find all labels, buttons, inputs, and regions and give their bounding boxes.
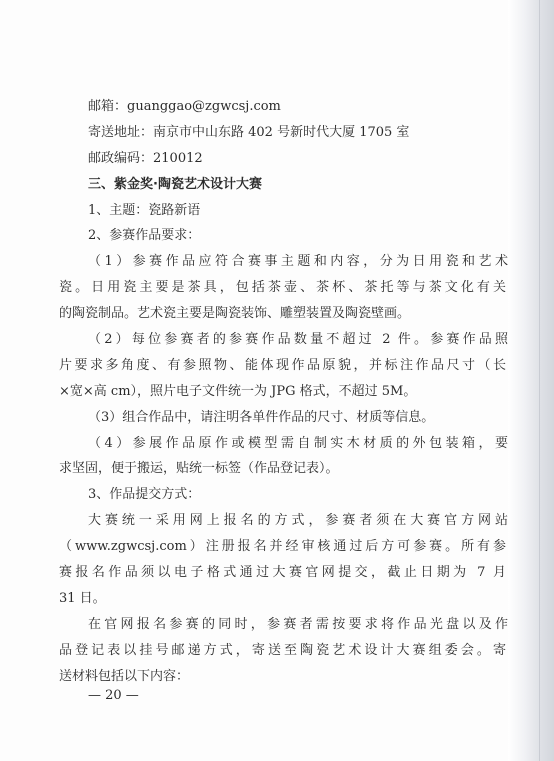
submission-1-line-2: （www.zgwcsj.com）注册报名并经审核通过后方可参赛。所有参	[59, 539, 506, 555]
section-heading: 三、紫金奖·陶瓷艺术设计大赛	[88, 176, 262, 192]
submission-1-line-3: 赛报名作品须以电子格式通过大赛官网提交，截止日期为 7 月	[59, 565, 506, 581]
submission-1-line-1: 大赛统一采用网上报名的方式，参赛者须在大赛官方网站	[88, 513, 508, 529]
requirement-2-line-1: （2）每位参赛者的参赛作品数量不超过 2 件。参赛作品照	[88, 332, 508, 348]
page-content	[59, 94, 508, 689]
submission-2-line-3: 送材料包括以下内容：	[59, 668, 190, 684]
requirement-2-line-2: 片要求多角度、有参照物、能体现作品原貌，并标注作品尺寸（长	[59, 357, 506, 373]
contact-postcode: 邮政编码：210012	[88, 150, 203, 166]
requirement-2-line-3: ×宽×高 cm），照片电子文件统一为 JPG 格式，不超过 5M。	[59, 383, 417, 399]
requirement-1-line-1: （1）参赛作品应符合赛事主题和内容，分为日用瓷和艺术	[88, 254, 508, 270]
theme-line: 1、主题：瓷路新语	[88, 202, 201, 218]
page-number: — 20 —	[88, 688, 139, 703]
requirement-1-line-3: 的陶瓷制品。艺术瓷主要是陶瓷装饰、雕塑装置及陶瓷壁画。	[59, 306, 411, 322]
page-edge-line	[539, 0, 540, 761]
contact-email: 邮箱：guanggao@zgwcsj.com	[88, 99, 281, 114]
requirement-4-line-2: 求坚固，便于搬运，贴统一标签（作品登记表）。	[59, 461, 339, 477]
page-edge-shadow	[508, 0, 554, 761]
contact-address: 寄送地址：南京市中山东路 402 号新时代大厦 1705 室	[88, 124, 410, 140]
submission-2-line-2: 品登记表以挂号邮递方式，寄送至陶瓷艺术设计大赛组委会。寄	[59, 642, 506, 658]
requirements-title: 2、参赛作品要求：	[88, 228, 201, 244]
requirement-1-line-2: 瓷。日用瓷主要是茶具，包括茶壶、茶杯、茶托等与茶文化有关	[59, 280, 506, 296]
submission-1-line-4: 31 日。	[59, 590, 106, 606]
requirement-4-line-1: （4）参展作品原作或模型需自制实木材质的外包装箱，要	[88, 435, 508, 451]
submission-2-line-1: 在官网报名参赛的同时，参赛者需按要求将作品光盘以及作	[88, 616, 508, 632]
requirement-3-line-1: （3）组合作品中，请注明各单件作品的尺寸、材质等信息。	[88, 409, 435, 425]
submission-title: 3、作品提交方式：	[88, 487, 201, 503]
